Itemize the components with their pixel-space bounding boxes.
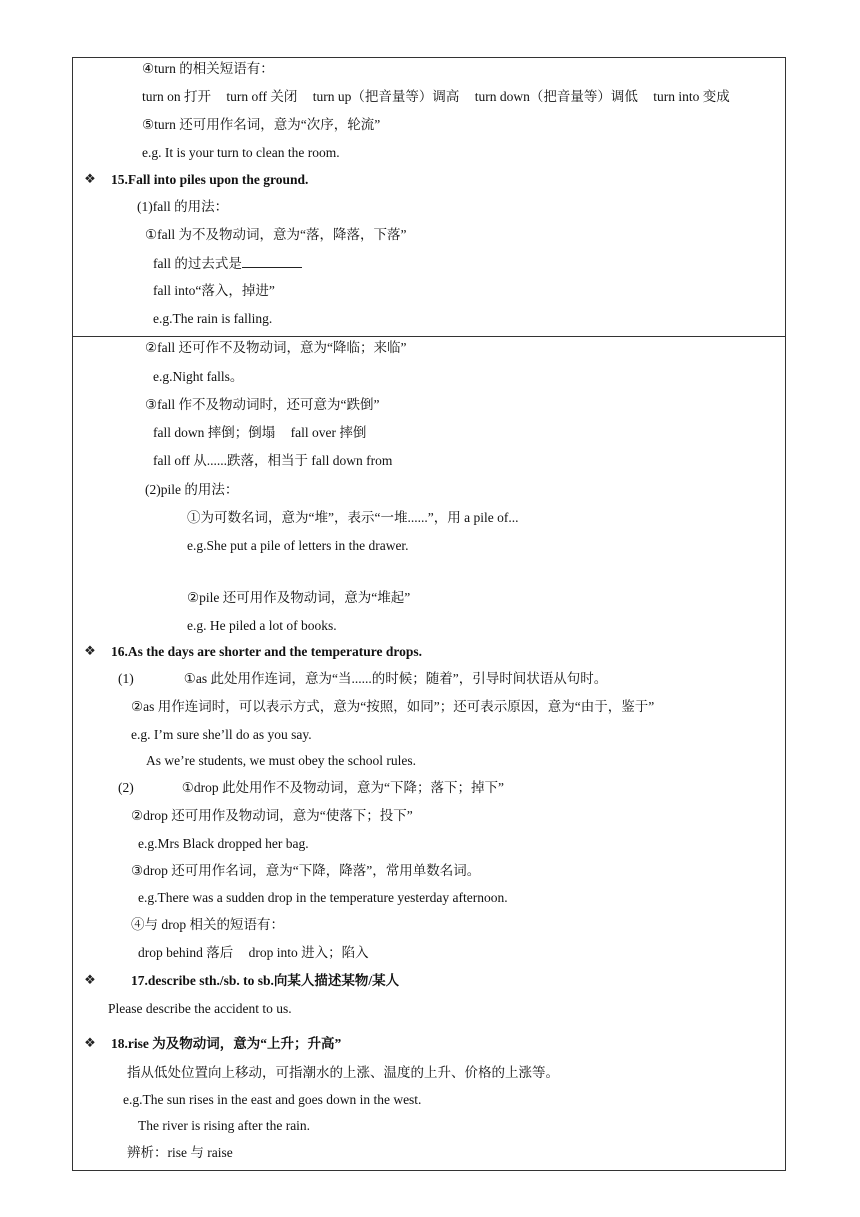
pile-usage-2: ②pile 还可用作及物动词，意为“堆起”	[187, 590, 411, 605]
drop-usage-1-text: ①drop 此处用作不及物动词，意为“下降；落下；掉下”	[181, 780, 504, 795]
as-usage-1-text: ①as 此处用作连词，意为“当......的时候；随着”，引导时间状语从句时。	[183, 671, 608, 686]
phrase-fall-over: fall over 摔倒	[290, 425, 367, 440]
fall-usage-2: ②fall 还可作不及物动词，意为“降临；来临”	[145, 340, 407, 355]
as-example-2: As we’re students, we must obey the school rules.	[146, 753, 416, 768]
section-18-title: 18.rise 为及物动词，意为“上升；升高”	[111, 1036, 342, 1051]
diamond-bullet-icon: ❖	[84, 644, 96, 659]
rise-example-1: e.g.The sun rises in the east and goes down in the west.	[123, 1092, 422, 1107]
turn-phrases-list	[142, 88, 730, 106]
table-row-divider	[72, 336, 786, 337]
fall-usage-1: ①fall 为不及物动词，意为“落，降落，下落”	[145, 227, 407, 242]
drop-example-2: e.g.There was a sudden drop in the temperature yesterday afternoon.	[138, 890, 508, 905]
drop-phrases	[138, 944, 369, 962]
drop-example-1: e.g.Mrs Black dropped her bag.	[138, 836, 309, 851]
phrase-turn-up: turn up（把音量等）调高	[312, 89, 460, 104]
drop-usage-2: ②drop 还可用作及物动词，意为“使落下；投下”	[131, 808, 413, 823]
answer-blank	[242, 254, 302, 268]
fall-usage-heading: (1)fall 的用法：	[137, 199, 229, 214]
rise-definition: 指从低处位置向上移动，可指潮水的上涨、温度的上升、价格的上涨等。	[127, 1065, 559, 1080]
turn-example: e.g. It is your turn to clean the room.	[142, 145, 340, 160]
drop-usage-3: ③drop 还可用作名词，意为“下降，降落”，常用单数名词。	[131, 863, 481, 878]
pile-example-1: e.g.She put a pile of letters in the drawer.	[187, 538, 409, 553]
fall-into-phrase: fall into“落入，掉进”	[153, 283, 275, 298]
diamond-bullet-icon: ❖	[84, 1036, 96, 1051]
phrase-turn-down: turn down（把音量等）调低	[474, 89, 638, 104]
fall-example-1: e.g.The rain is falling.	[153, 311, 273, 326]
section-15-title: 15.Fall into piles upon the ground.	[111, 172, 309, 187]
phrase-drop-behind: drop behind 落后	[138, 945, 234, 960]
describe-example: Please describe the accident to us.	[108, 1001, 292, 1016]
pile-usage-heading: (2)pile 的用法：	[145, 482, 239, 497]
fall-example-2: e.g.Night falls。	[153, 369, 244, 384]
as-point-number: (1)	[118, 671, 134, 686]
pile-example-2: e.g. He piled a lot of books.	[187, 618, 337, 633]
rise-example-2: The river is rising after the rain.	[138, 1118, 311, 1133]
turn-phrases-heading: ④turn 的相关短语有：	[142, 61, 274, 76]
pile-usage-1: ①为可数名词，意为“堆”，表示“一堆......”，用 a pile of...	[187, 510, 519, 525]
fall-phrases	[153, 424, 366, 442]
fall-off-phrase: fall off 从......跌落，相当于 fall down from	[153, 453, 393, 468]
section-16-title: 16.As the days are shorter and the temperature drops.	[111, 644, 422, 659]
fall-past-tense-blank	[153, 254, 302, 273]
drop-point-number: (2)	[118, 780, 134, 795]
phrase-drop-into: drop into 进入；陷入	[248, 945, 369, 960]
phrase-turn-on: turn on 打开	[142, 89, 211, 104]
phrase-turn-off: turn off 关闭	[226, 89, 298, 104]
rise-vs-raise: 辨析：rise 与 raise	[127, 1145, 233, 1160]
fall-past-tense-label: fall 的过去式是	[153, 256, 242, 271]
diamond-bullet-icon: ❖	[84, 973, 96, 988]
drop-phrases-heading: ④与 drop 相关的短语有：	[131, 917, 284, 932]
as-usage-1	[118, 670, 607, 688]
phrase-fall-down: fall down 摔倒；倒塌	[153, 425, 276, 440]
fall-usage-3: ③fall 作不及物动词时，还可意为“跌倒”	[145, 397, 380, 412]
drop-usage-1	[118, 779, 504, 797]
diamond-bullet-icon: ❖	[84, 172, 96, 187]
section-17-title: 17.describe sth./sb. to sb.向某人描述某物/某人	[131, 973, 400, 988]
turn-noun-usage: ⑤turn 还可用作名词，意为“次序，轮流”	[142, 117, 381, 132]
phrase-turn-into: turn into 变成	[653, 89, 730, 104]
as-example-1: e.g. I’m sure she’ll do as you say.	[131, 727, 312, 742]
as-usage-2: ②as 用作连词时，可以表示方式，意为“按照，如同”；还可表示原因，意为“由于，鉴于”	[131, 699, 655, 714]
